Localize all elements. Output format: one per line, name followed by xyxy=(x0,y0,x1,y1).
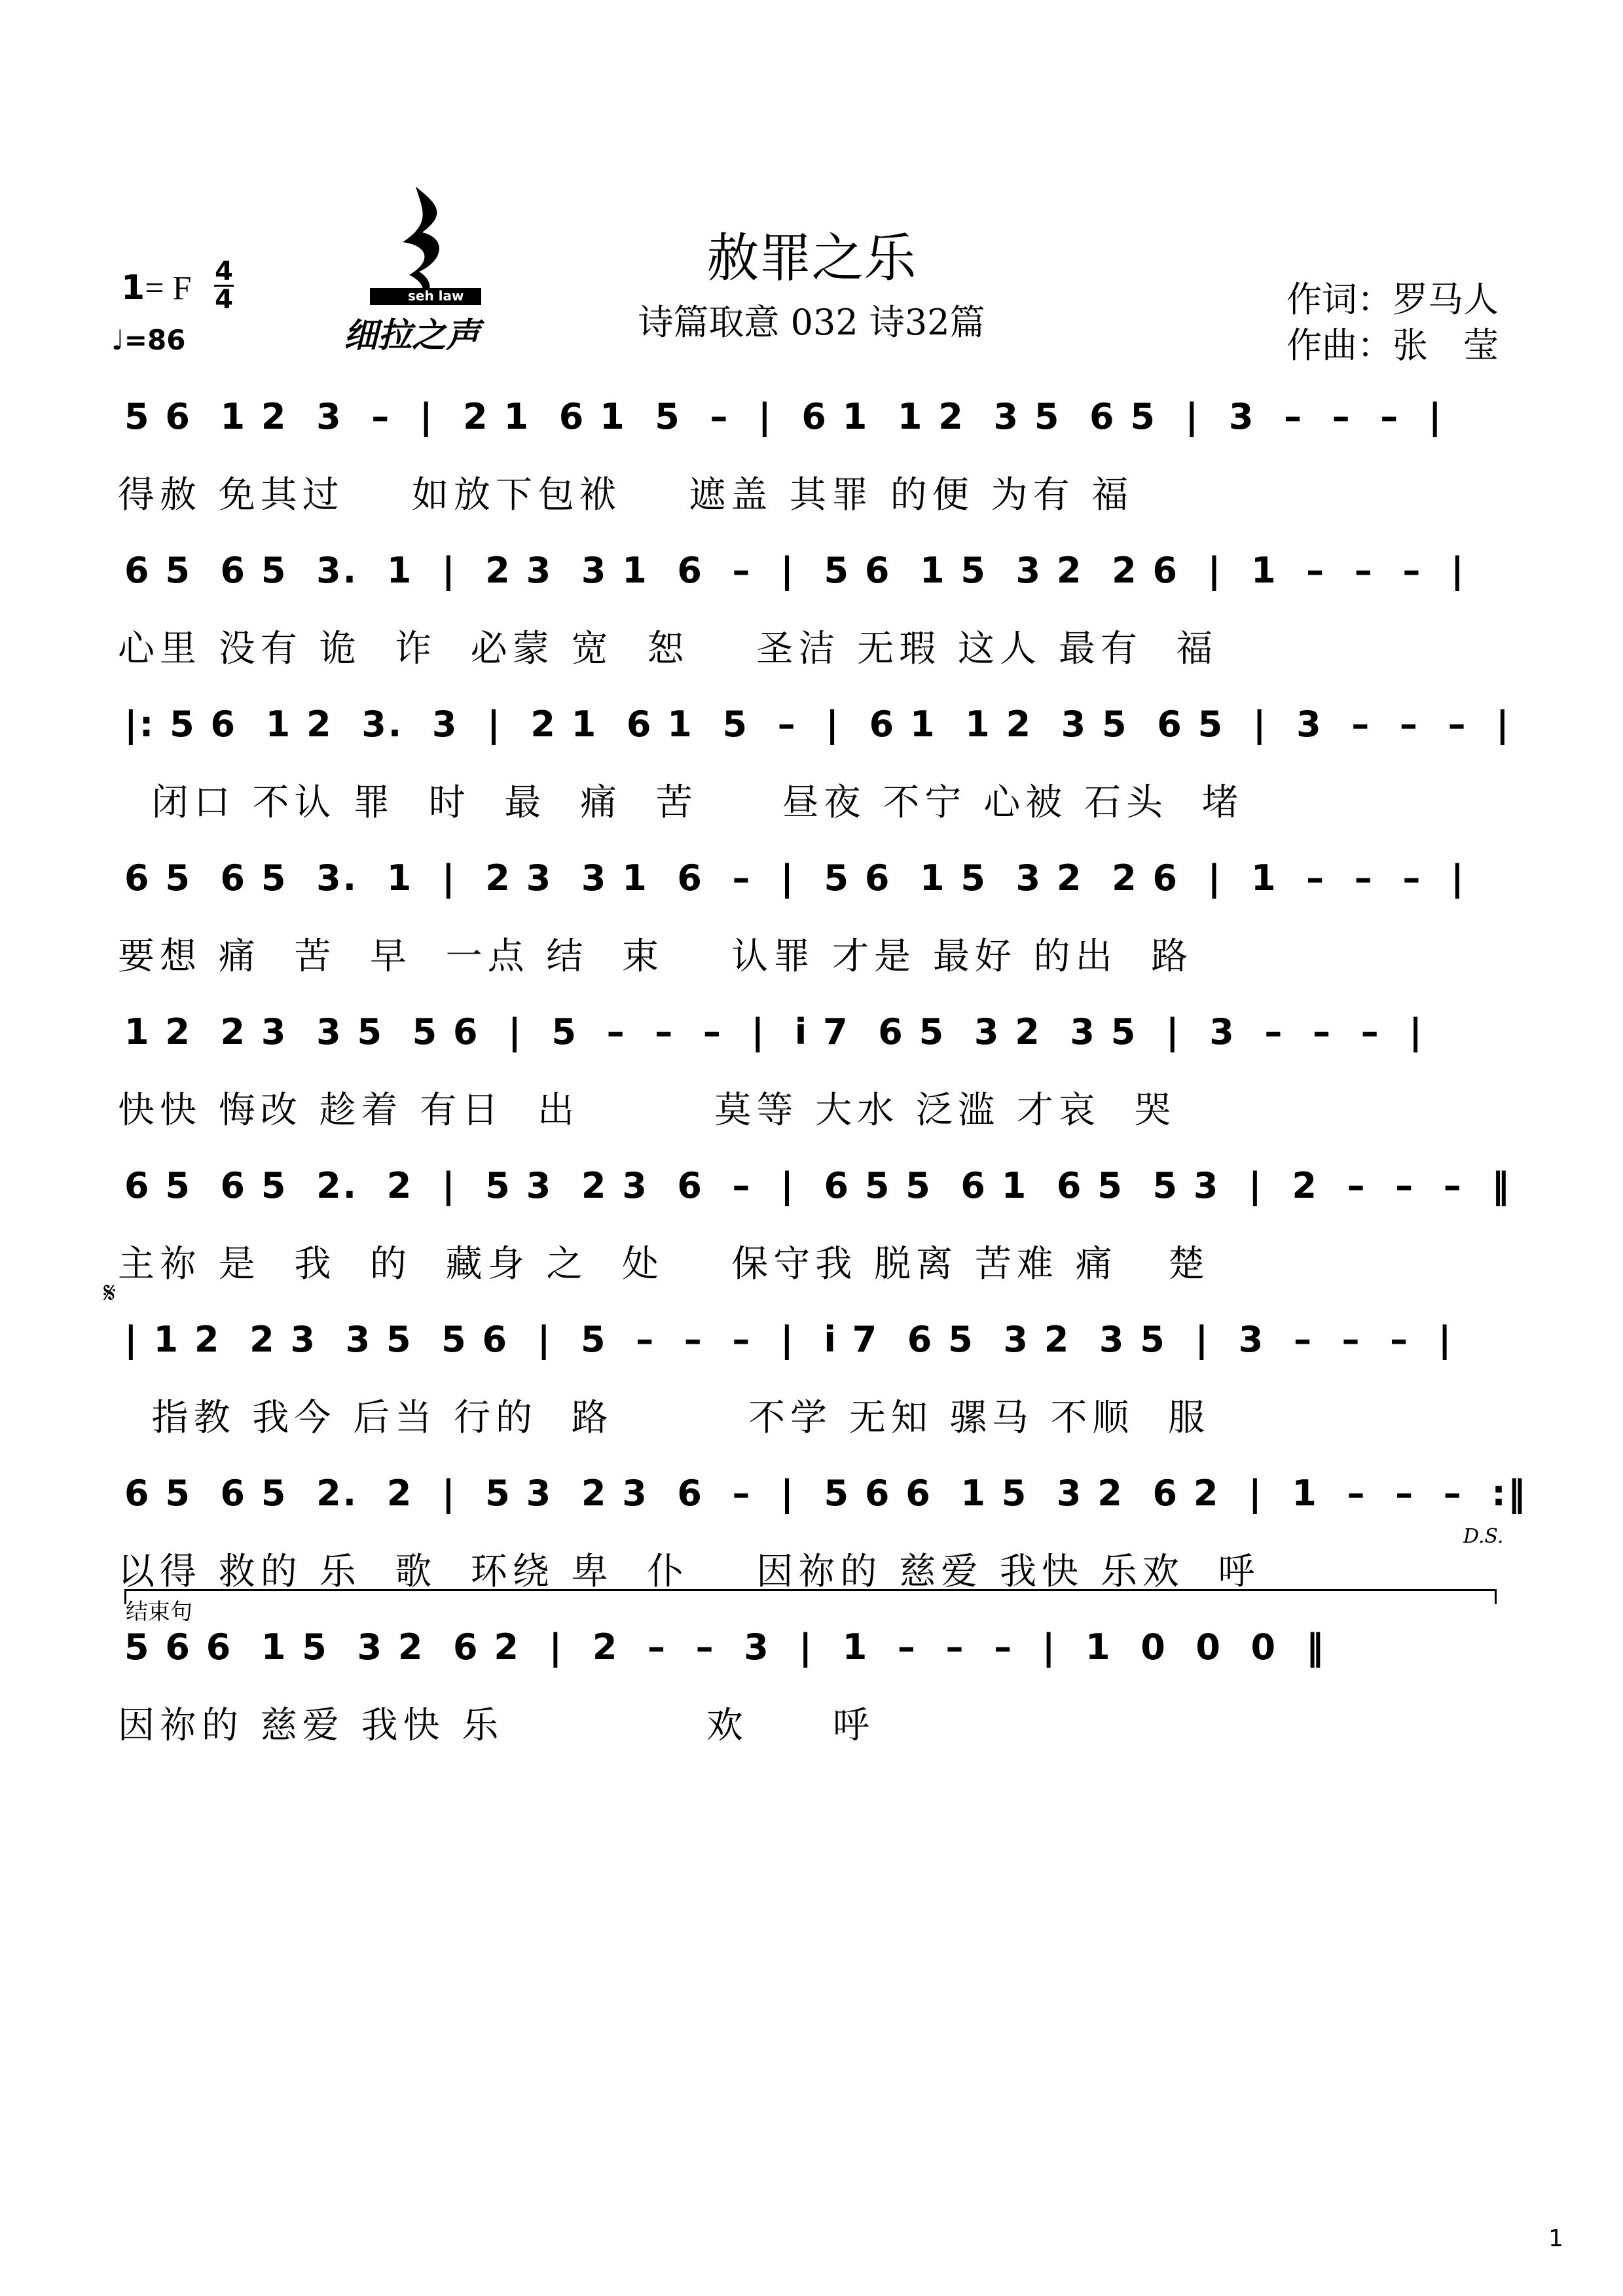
lyrics-line-1: 得赦 免其过 如放下包袱 遮盖 其罪 的便 为有 福 xyxy=(118,474,1134,516)
tempo-marking: ♩=86 xyxy=(111,324,186,356)
lyrics-line-6: 主祢 是 我 的 藏身 之 处 保守我 脱离 苦难 痛 楚 xyxy=(118,1243,1211,1285)
key-signature xyxy=(121,268,191,308)
notes-system-3: |: 5 6 1 2 3. 3 | 2 1 6 1 5 – | 6 1 1 2 3 5 6 5 | 3 – – – | xyxy=(124,704,1511,745)
key-prefix: 1 xyxy=(121,268,145,308)
song-subtitle: 诗篇取意 032 诗32篇 xyxy=(638,302,985,343)
lyrics-line-3: 闭口 不认 罪 时 最 痛 苦 昼夜 不宁 心被 石头 堵 xyxy=(118,781,1244,824)
notes-system-9: 5 6 6 1 5 3 2 6 2 | 2 – – 3 | 1 – – – | 1 0 0 0 ‖ xyxy=(124,1626,1326,1668)
song-title: 赦罪之乐 xyxy=(706,228,917,289)
notes-system-2: 6 5 6 5 3. 1 | 2 3 3 1 6 – | 5 6 1 5 3 2 2 6 | 1 – – – | xyxy=(124,550,1466,591)
composer-credit: 作曲：张 莹 xyxy=(1286,325,1499,366)
lyrics-line-8: 以得 救的 乐 歌 环绕 卑 仆 因祢的 慈爱 我快 乐欢 呼 xyxy=(118,1551,1260,1593)
notes-system-1: 5 6 1 2 3 – | 2 1 6 1 5 – | 6 1 1 2 3 5 6 5 | 3 – – – | xyxy=(124,396,1444,437)
time-sig-top: 4 xyxy=(215,257,233,287)
notes-system-8: 6 5 6 5 2. 2 | 5 3 2 3 6 – | 5 6 6 1 5 3 2 6 2 | 1 – – – :‖ xyxy=(124,1473,1527,1514)
ending-label: 结束句 xyxy=(126,1599,192,1625)
time-sig-bottom: 4 xyxy=(215,285,233,315)
segno-icon: 𝄋 xyxy=(103,1276,116,1310)
notes-system-6: 6 5 6 5 2. 2 | 5 3 2 3 6 – | 6 5 5 6 1 6 5 5 3 | 2 – – – ‖ xyxy=(124,1165,1512,1206)
page-number: 1 xyxy=(1548,2225,1563,2252)
key-label: = F xyxy=(145,270,192,307)
lyrics-line-9: 因祢的 慈爱 我快 乐 欢 呼 xyxy=(118,1704,875,1747)
logo-latin: seh law xyxy=(408,288,464,304)
notes-system-4: 6 5 6 5 3. 1 | 2 3 3 1 6 – | 5 6 1 5 3 2 2 6 | 1 – – – | xyxy=(124,857,1466,899)
lyricist-credit: 作词：罗马人 xyxy=(1286,279,1499,320)
lyrics-line-5: 快快 悔改 趁着 有日 出 莫等 大水 泛滥 才哀 哭 xyxy=(118,1089,1176,1132)
logo xyxy=(337,183,514,353)
lyrics-line-2: 心里 没有 诡 诈 必蒙 宽 恕 圣洁 无瑕 这人 最有 福 xyxy=(118,628,1218,670)
notes-system-5: 1 2 2 3 3 5 5 6 | 5 – – – | i 7 6 5 3 2 3 5 | 3 – – – | xyxy=(124,1011,1424,1052)
time-signature xyxy=(211,259,237,313)
lyrics-line-7: 指教 我今 后当 行的 路 不学 无知 骡马 不顺 服 xyxy=(118,1397,1211,1439)
lyrics-line-4: 要想 痛 苦 早 一点 结 束 认罪 才是 最好 的出 路 xyxy=(118,935,1194,978)
notes-system-7: | 1 2 2 3 3 5 5 6 | 5 – – – | i 7 6 5 3 2 3 5 | 3 – – – | xyxy=(124,1319,1453,1360)
ds-marking: D.S. xyxy=(1463,1525,1504,1548)
ending-bracket xyxy=(124,1589,1497,1604)
logo-text: 细拉之声 xyxy=(344,315,481,355)
